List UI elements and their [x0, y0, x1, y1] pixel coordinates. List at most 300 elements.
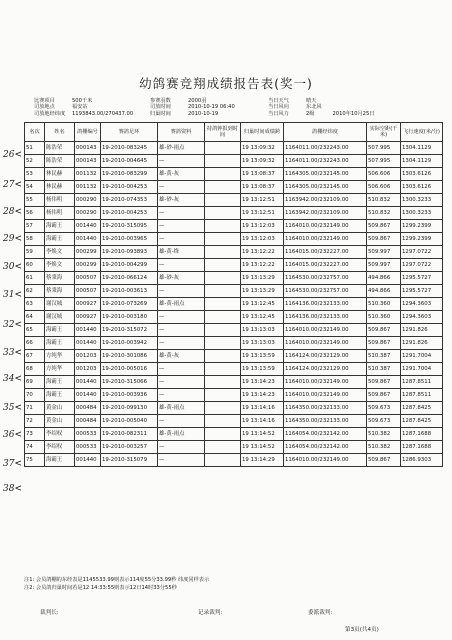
table-cell: 1164350.00/232133.00 — [284, 415, 367, 428]
info-label: 司放地经纬度 — [34, 110, 66, 117]
report-date: 2010年10月25日 — [332, 110, 375, 117]
info-label: 归巢时间 — [150, 110, 171, 117]
table-cell: 494.866 — [367, 285, 401, 298]
table-cell: 000484 — [75, 415, 101, 428]
table-cell: 509.997 — [367, 259, 401, 272]
table-cell: — — [158, 389, 205, 402]
table-cell — [205, 272, 241, 285]
table-cell: 509.997 — [367, 246, 401, 259]
table-cell: 1300.3233 — [401, 207, 443, 220]
table-cell: 1164305.00/232145.00 — [284, 181, 367, 194]
table-cell — [205, 428, 241, 441]
table-cell: 510.832 — [367, 194, 401, 207]
table-cell: 509.867 — [367, 454, 401, 467]
table-cell: 19 13:13:59 — [241, 350, 284, 363]
table-cell: 1291.826 — [401, 324, 443, 337]
table-cell: 方纯华 — [45, 350, 75, 363]
table-cell: 506.606 — [367, 181, 401, 194]
table-cell: 雄-砂-雨点 — [158, 142, 205, 155]
table-cell: — — [158, 207, 205, 220]
table-row — [25, 441, 443, 454]
table-cell: 1164305.00/232145.00 — [284, 168, 367, 181]
table-cell: 1164136.00/232133.00 — [284, 311, 367, 324]
table-cell: 19 13:12:22 — [241, 259, 284, 272]
table-cell: 1164010.00/232149.00 — [284, 220, 367, 233]
table-cell — [205, 363, 241, 376]
table-cell — [205, 376, 241, 389]
table-cell: 19 13:14:16 — [241, 415, 284, 428]
table-row — [25, 376, 443, 389]
table-cell — [205, 142, 241, 155]
table-cell: — — [158, 441, 205, 454]
table-cell: 70 — [25, 389, 45, 402]
table-cell: 陈浩荣 — [45, 142, 75, 155]
table-cell: 1287.8511 — [401, 376, 443, 389]
table-cell: 75 — [25, 454, 45, 467]
table-cell: 1299.2399 — [401, 220, 443, 233]
info-label: 司放地点 — [34, 104, 55, 111]
table-row — [25, 194, 443, 207]
table-cell: 1163942.00/232109.00 — [284, 207, 367, 220]
table-cell: 56 — [25, 207, 45, 220]
table-cell: 陈浩荣 — [45, 155, 75, 168]
table-cell: 19 13:14:52 — [241, 428, 284, 441]
table-cell: 60 — [25, 259, 45, 272]
table-cell: 19 13:13:03 — [241, 324, 284, 337]
table-cell: 510.387 — [367, 363, 401, 376]
table-cell: 谢汉城 — [45, 311, 75, 324]
table-cell: 19-2010-004253 — [101, 207, 158, 220]
table-cell: 19 13:12:22 — [241, 246, 284, 259]
table-cell: 57 — [25, 220, 45, 233]
table-cell: 000927 — [75, 311, 101, 324]
table-cell — [205, 454, 241, 467]
info-label: 参赛羽数 — [150, 98, 171, 104]
table-cell: 54 — [25, 181, 45, 194]
table-cell: — — [158, 311, 205, 324]
table-row — [25, 350, 443, 363]
table-row — [25, 155, 443, 168]
table-cell: 1303.6126 — [401, 168, 443, 181]
table-cell: 74 — [25, 441, 45, 454]
table-cell: 59 — [25, 246, 45, 259]
table-cell: 509.867 — [367, 376, 401, 389]
table-cell: 58 — [25, 233, 45, 246]
table-cell: 19 13:12:51 — [241, 194, 284, 207]
handwritten-rank-mark: 28< — [3, 207, 22, 217]
table-cell: 1297.0722 — [401, 246, 443, 259]
table-cell: 19 13:13:29 — [241, 272, 284, 285]
table-cell: 雄-黄-雨点 — [158, 298, 205, 311]
table-row — [25, 181, 443, 194]
table-cell: 66 — [25, 337, 45, 350]
footnote-1: 注1: 会员鸽棚的东经表是1145533.99则表示114度55分33.99秒 纬度同样表示 — [24, 577, 210, 583]
column-header: 姓名 — [45, 123, 75, 142]
table-row — [25, 337, 443, 350]
table-cell: 19 13:12:45 — [241, 311, 284, 324]
table-cell: 雄-黄-灰 — [158, 168, 205, 181]
column-header: 鸽棚经纬度 — [284, 123, 367, 142]
table-cell: 509.867 — [367, 324, 401, 337]
table-cell: 494.866 — [367, 272, 401, 285]
handwritten-rank-mark: 37< — [3, 459, 22, 469]
table-cell — [205, 168, 241, 181]
table-cell: 1287.8425 — [401, 402, 443, 415]
table-cell: 001440 — [75, 389, 101, 402]
table-cell: 19 13:12:03 — [241, 220, 284, 233]
handwritten-rank-mark: 29< — [3, 234, 22, 244]
handwritten-rank-mark: 34< — [3, 374, 22, 384]
table-cell: 1164124.00/232129.00 — [284, 350, 367, 363]
info-right — [268, 98, 374, 117]
table-row — [25, 168, 443, 181]
table-cell: 1164010.00/232149.00 — [284, 389, 367, 402]
table-cell: 1299.2399 — [401, 233, 443, 246]
table-cell: 海霸王 — [45, 337, 75, 350]
table-cell: 510.832 — [367, 207, 401, 220]
table-cell: 001203 — [75, 350, 101, 363]
table-cell: 71 — [25, 402, 45, 415]
table-cell: 1164530.00/232757.00 — [284, 285, 367, 298]
table-cell: 19 13:13:59 — [241, 363, 284, 376]
table-cell: 19 13:13:29 — [241, 285, 284, 298]
table-cell: 510.360 — [367, 311, 401, 324]
table-cell: 1164015.00/232227.00 — [284, 246, 367, 259]
handwritten-rank-mark: 26< — [3, 150, 22, 160]
table-cell: 雄-黄-雨点 — [158, 428, 205, 441]
table-cell: 000484 — [75, 402, 101, 415]
table-cell: 海霸王 — [45, 389, 75, 402]
footnotes — [24, 576, 209, 592]
column-header: 赛鸽足环 — [101, 123, 158, 142]
table-cell: 李绍权 — [45, 441, 75, 454]
table-cell: 73 — [25, 428, 45, 441]
table-cell: 19-2010-315066 — [101, 376, 158, 389]
table-cell: 19-2010-003942 — [101, 337, 158, 350]
table-row — [25, 389, 443, 402]
results-table — [24, 122, 443, 467]
info-mid — [150, 98, 235, 117]
table-row — [25, 402, 443, 415]
table-cell — [205, 350, 241, 363]
table-cell: 蔡秉海 — [45, 272, 75, 285]
table-cell: 19-2010-099130 — [101, 402, 158, 415]
table-cell: 19 13:14:52 — [241, 441, 284, 454]
table-cell: 19 13:12:51 — [241, 207, 284, 220]
table-cell: 509.867 — [367, 337, 401, 350]
table-cell: 19-2010-066124 — [101, 272, 158, 285]
table-cell — [205, 233, 241, 246]
table-cell: 19 13:08:37 — [241, 181, 284, 194]
table-row — [25, 285, 443, 298]
table-row — [25, 363, 443, 376]
table-cell: 雄-黄-绛 — [158, 246, 205, 259]
table-cell: 林民赫 — [45, 181, 75, 194]
table-cell: 1297.0722 — [401, 259, 443, 272]
table-cell: 509.867 — [367, 220, 401, 233]
table-cell: 1294.3603 — [401, 298, 443, 311]
table-cell: 1164054.00/232142.00 — [284, 428, 367, 441]
table-row — [25, 233, 443, 246]
table-cell: 64 — [25, 311, 45, 324]
table-cell — [205, 441, 241, 454]
table-cell: 方纯华 — [45, 363, 75, 376]
info-label: 当日风力 — [268, 110, 289, 117]
info-value: 2000羽 — [188, 98, 207, 104]
table-cell: 510.382 — [367, 441, 401, 454]
table-cell: 507.995 — [367, 142, 401, 155]
table-cell: 51 — [25, 142, 45, 155]
info-value: 福安站 — [72, 104, 88, 111]
table-cell: 19-2010-073269 — [101, 298, 158, 311]
table-cell: 19 13:09:32 — [241, 155, 284, 168]
table-cell — [205, 415, 241, 428]
table-cell: — — [158, 181, 205, 194]
table-cell: 000299 — [75, 246, 101, 259]
table-cell: 雄-黄-雨点 — [158, 402, 205, 415]
table-cell: 雄-黄-灰 — [158, 350, 205, 363]
table-cell: 李绍权 — [45, 428, 75, 441]
table-cell: 1287.1688 — [401, 428, 443, 441]
table-cell: 19 13:14:16 — [241, 402, 284, 415]
handwritten-rank-mark: 31< — [3, 290, 22, 300]
column-header: 持鸽钟报到时间 — [205, 123, 241, 142]
table-cell: 000290 — [75, 194, 101, 207]
table-row — [25, 311, 443, 324]
table-cell: 1164350.00/232133.00 — [284, 402, 367, 415]
table-cell: 19-2010-004253 — [101, 181, 158, 194]
table-cell: 001132 — [75, 168, 101, 181]
referee-signature-label: 裁判长: — [40, 610, 59, 616]
column-header: 赛鸽资料 — [158, 123, 205, 142]
table-cell: — — [158, 220, 205, 233]
table-cell: 林民赫 — [45, 168, 75, 181]
table-cell: 510.387 — [367, 350, 401, 363]
table-cell: 19-2010-005016 — [101, 363, 158, 376]
table-cell: 1304.1129 — [401, 155, 443, 168]
table-cell: 19-2010-003965 — [101, 233, 158, 246]
column-header: 飞行速度(米/分) — [401, 123, 443, 142]
info-value: 晴天 — [306, 98, 317, 104]
table-cell: 19 13:14:23 — [241, 389, 284, 402]
table-cell: 62 — [25, 285, 45, 298]
handwritten-rank-mark: 30< — [3, 262, 22, 272]
table-cell: 19-2010-003936 — [101, 389, 158, 402]
table-cell: 000927 — [75, 298, 101, 311]
table-cell: 000507 — [75, 285, 101, 298]
info-value: 500千米 — [72, 98, 93, 104]
table-cell — [205, 311, 241, 324]
table-cell: — — [158, 337, 205, 350]
table-cell: — — [158, 285, 205, 298]
table-cell: — — [158, 155, 205, 168]
table-cell: 1164010.00/232149.00 — [284, 233, 367, 246]
table-cell: 509.673 — [367, 415, 401, 428]
table-row — [25, 207, 443, 220]
table-cell: 1164010.00/232149.00 — [284, 337, 367, 350]
table-cell — [205, 207, 241, 220]
info-value: 东北风 — [306, 104, 322, 111]
table-cell: 杨伟明 — [45, 194, 75, 207]
table-cell — [205, 259, 241, 272]
handwritten-rank-mark: 33< — [3, 348, 22, 358]
table-cell: 1304.1129 — [401, 142, 443, 155]
table-cell: 001440 — [75, 337, 101, 350]
table-cell: 000533 — [75, 441, 101, 454]
table-cell: 68 — [25, 363, 45, 376]
footnote-2: 注2: 会员鸽归巢时间若是12 14:33:55则表示12日14时33分55秒 — [24, 585, 177, 591]
table-cell: 1294.3603 — [401, 311, 443, 324]
table-cell: 1291.826 — [401, 337, 443, 350]
table-header-row — [25, 123, 443, 142]
info-label: 司放时间 — [150, 104, 171, 111]
table-cell: 杨伟明 — [45, 207, 75, 220]
table-cell: 19-2010-074353 — [101, 194, 158, 207]
table-cell: 509.867 — [367, 233, 401, 246]
info-label: 当日天气 — [268, 98, 289, 104]
info-label: 当日风向 — [268, 104, 289, 111]
table-row — [25, 428, 443, 441]
table-cell: 72 — [25, 415, 45, 428]
table-cell: 1295.5727 — [401, 272, 443, 285]
handwritten-rank-mark: 27< — [3, 180, 22, 190]
table-cell: 000143 — [75, 155, 101, 168]
table-cell: — — [158, 324, 205, 337]
info-value: 2010-10-19 06:40 — [188, 104, 235, 111]
table-cell: 001440 — [75, 376, 101, 389]
table-cell: 509.673 — [367, 402, 401, 415]
table-row — [25, 272, 443, 285]
table-cell: — — [158, 454, 205, 467]
table-cell: 1291.7004 — [401, 350, 443, 363]
table-cell: 19-2010-083245 — [101, 142, 158, 155]
table-cell: 510.382 — [367, 428, 401, 441]
table-cell: 509.867 — [367, 389, 401, 402]
table-row — [25, 415, 443, 428]
table-row — [25, 324, 443, 337]
table-cell: 19 13:14:29 — [241, 454, 284, 467]
table-cell: 1164136.00/232133.00 — [284, 298, 367, 311]
table-cell: 谢汉城 — [45, 298, 75, 311]
table-cell — [205, 285, 241, 298]
table-cell — [205, 337, 241, 350]
table-cell: — — [158, 259, 205, 272]
table-cell: 001440 — [75, 324, 101, 337]
table-cell: 52 — [25, 155, 45, 168]
table-cell: 507.995 — [367, 155, 401, 168]
table-cell: 000290 — [75, 207, 101, 220]
table-cell: 19-2010-315079 — [101, 454, 158, 467]
table-cell: 雄-砂-灰 — [158, 194, 205, 207]
table-cell — [205, 324, 241, 337]
table-cell: 海霸王 — [45, 220, 75, 233]
table-cell: 1300.3233 — [401, 194, 443, 207]
info-value: 2级 — [306, 110, 315, 117]
table-cell: 1286.9303 — [401, 454, 443, 467]
table-cell: 19 13:12:03 — [241, 233, 284, 246]
table-cell: 海霸王 — [45, 454, 75, 467]
info-label: 比赛项目 — [34, 98, 55, 104]
table-cell — [205, 246, 241, 259]
table-cell: 000533 — [75, 428, 101, 441]
table-cell: 蔡秉海 — [45, 285, 75, 298]
column-header: 归巢时间成绩跨 — [241, 123, 284, 142]
table-cell: 55 — [25, 194, 45, 207]
table-cell: 000507 — [75, 272, 101, 285]
column-header: 名次 — [25, 123, 45, 142]
table-cell: 1164010.00/232149.00 — [284, 454, 367, 467]
table-cell: 1164015.00/232227.00 — [284, 259, 367, 272]
table-cell: 19-2010-005040 — [101, 415, 158, 428]
table-cell: 19-2010-093893 — [101, 246, 158, 259]
committee-signature-label: 委派裁判: — [308, 610, 333, 616]
table-cell: 海霸王 — [45, 376, 75, 389]
table-cell — [205, 402, 241, 415]
table-row — [25, 220, 443, 233]
table-cell: 001440 — [75, 233, 101, 246]
table-cell: 1164010.00/232149.00 — [284, 324, 367, 337]
handwritten-rank-mark: 36< — [3, 430, 22, 440]
table-row — [25, 298, 443, 311]
table-cell: 1164011.00/232243.00 — [284, 155, 367, 168]
table-cell: 19-2010-083299 — [101, 168, 158, 181]
table-cell: 1163942.00/232109.00 — [284, 194, 367, 207]
table-cell: 1164011.00/232243.00 — [284, 142, 367, 155]
table-cell — [205, 181, 241, 194]
table-cell: 海霸王 — [45, 233, 75, 246]
table-cell: 1295.5727 — [401, 285, 443, 298]
table-cell: 69 — [25, 376, 45, 389]
table-cell: 1287.8511 — [401, 389, 443, 402]
table-cell: 19-2010-003180 — [101, 311, 158, 324]
table-cell: 506.606 — [367, 168, 401, 181]
table-cell: 19-2010-315072 — [101, 324, 158, 337]
table-cell: 19 13:13:03 — [241, 337, 284, 350]
table-cell: 000143 — [75, 142, 101, 155]
table-cell: 19 13:09:32 — [241, 142, 284, 155]
table-cell — [205, 194, 241, 207]
table-cell: 001203 — [75, 363, 101, 376]
table-cell: 19-2010-004299 — [101, 259, 158, 272]
results-body — [25, 142, 443, 467]
table-cell: — — [158, 415, 205, 428]
table-cell: 19-2010-082311 — [101, 428, 158, 441]
table-cell: 65 — [25, 324, 45, 337]
table-cell: 67 — [25, 350, 45, 363]
table-cell: 61 — [25, 272, 45, 285]
table-cell: 1164124.00/232129.00 — [284, 363, 367, 376]
table-cell: 李焕文 — [45, 259, 75, 272]
table-cell: 63 — [25, 298, 45, 311]
table-cell: 1164530.00/232757.00 — [284, 272, 367, 285]
table-cell: 1164010.00/232149.00 — [284, 376, 367, 389]
table-cell: 19 13:08:37 — [241, 168, 284, 181]
table-cell: 19 13:14:23 — [241, 376, 284, 389]
report-title: 幼鸽赛竞翔成绩报告表(奖一) — [139, 76, 313, 91]
table-cell: 19-2010-004645 — [101, 155, 158, 168]
table-cell: 000299 — [75, 259, 101, 272]
table-cell: — — [158, 363, 205, 376]
table-cell — [205, 155, 241, 168]
table-cell: 1291.7004 — [401, 363, 443, 376]
table-cell: 雄-砂-灰 — [158, 272, 205, 285]
table-cell: 19-2010-003613 — [101, 285, 158, 298]
table-cell: 001132 — [75, 181, 101, 194]
table-cell: 1164054.00/232142.00 — [284, 441, 367, 454]
table-cell: 001440 — [75, 454, 101, 467]
table-cell: 19-2010-003257 — [101, 441, 158, 454]
table-cell: — — [158, 376, 205, 389]
